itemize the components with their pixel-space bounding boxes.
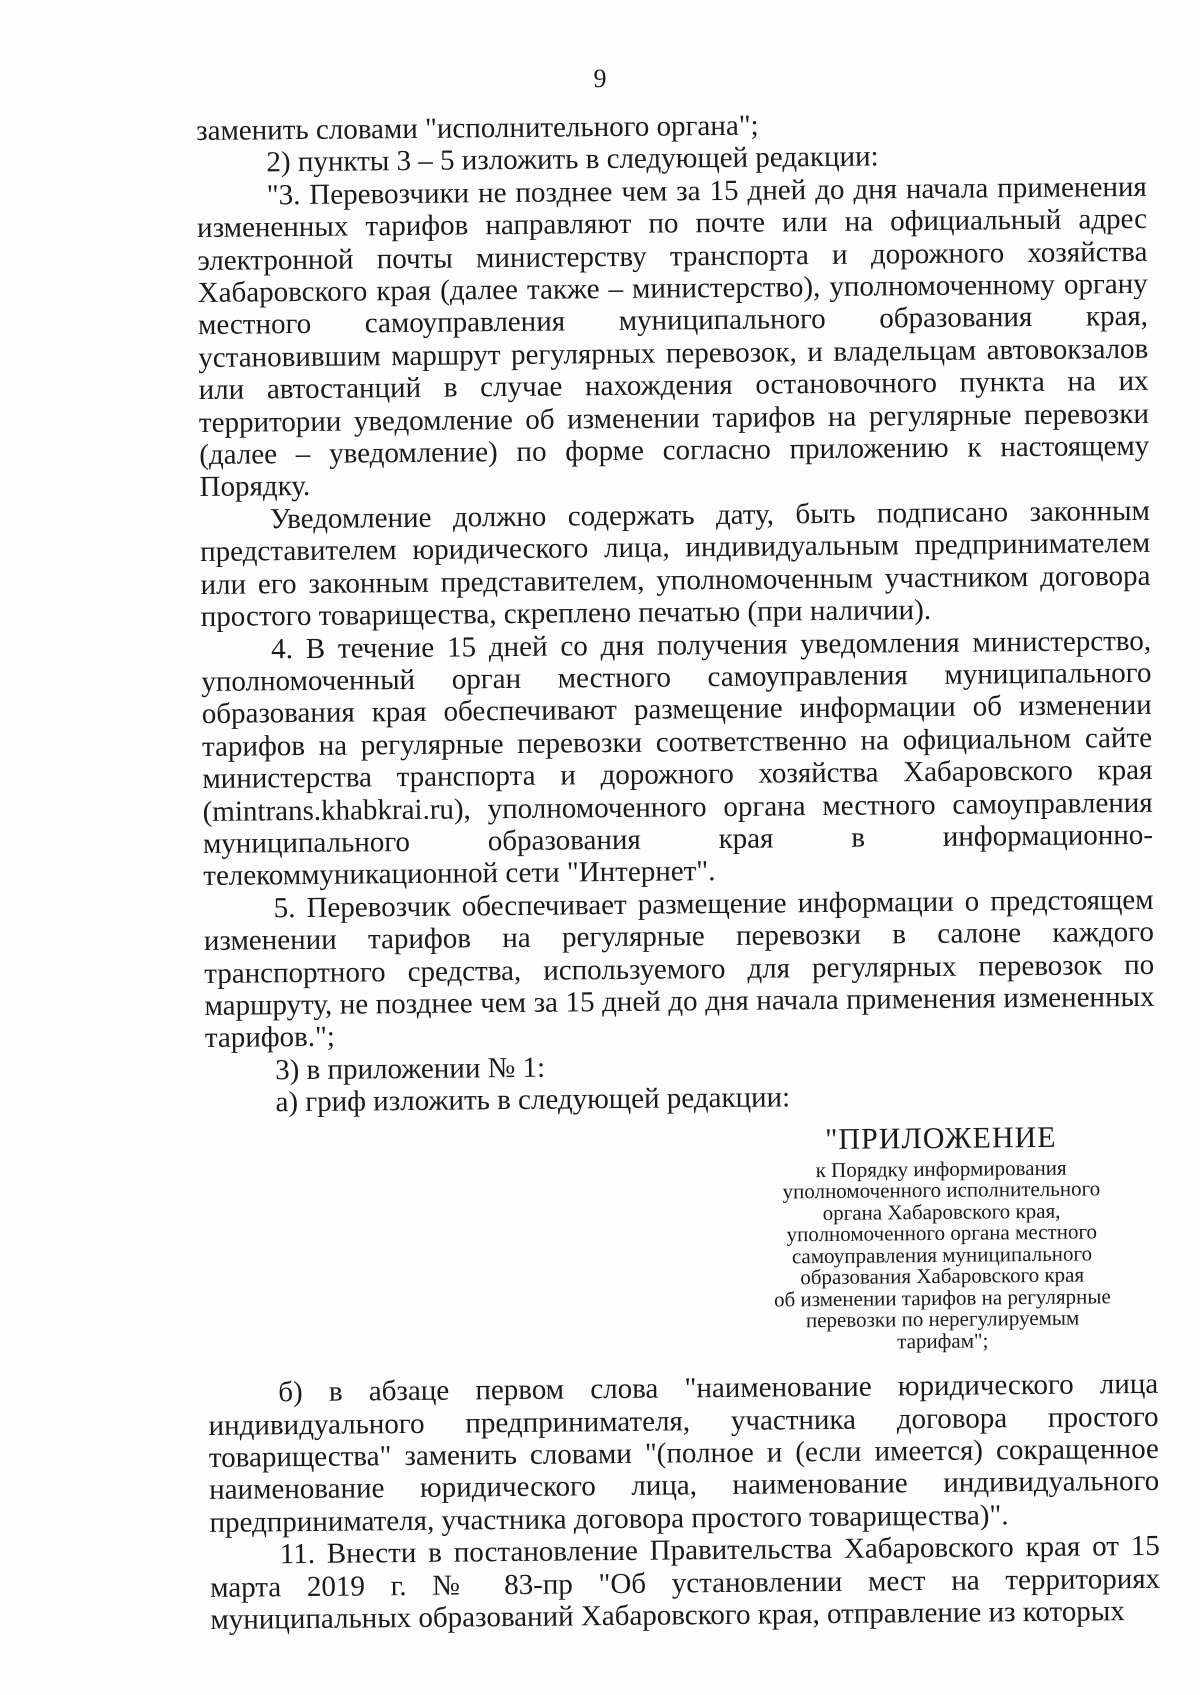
grif-line: перевозки по нерегулируемым	[805, 1305, 1080, 1333]
grif-body	[726, 1156, 1158, 1354]
paragraph-point-4: 4. В течение 15 дней со дня получения уведомления министерство, уполномоченный орган местного самоуправления муниципального образования края обеспечивают размещение информации об изменении тарифов на регулярные перевозки соответственно на официальном сайте министерства транспорта и дорожного хозяйства Хабаровского края (mintrans.khabkrai.ru), уполномоченного органа местного самоуправления муниципального образования края в информационно-телекоммуникационной сети "Интернет".	[201, 624, 1154, 893]
paragraph-point-11: 11. Внести в постановление Правительства Хабаровского края от 15 марта 2019 г. № 83-пр "Об установлении мест на территориях муниципальных образований Хабаровского края, отправление из которых	[209, 1529, 1161, 1636]
grif-line: образования Хабаровского края	[800, 1262, 1085, 1290]
paragraph-continuation: заменить словами "исполнительного органа";	[196, 109, 759, 147]
grif-line: уполномоченного исполнительного	[782, 1176, 1101, 1204]
paragraph-notification-requirements: Уведомление должно содержать дату, быть подписано законным представителем юридического лица, индивидуальным предпринимателем или его законным представителем, уполномоченным участником договора простого товарищества, скреплено печатью (при наличии).	[200, 494, 1151, 634]
grif-line: уполномоченного органа местного	[786, 1219, 1098, 1247]
grif-line: органа Хабаровского края,	[822, 1198, 1061, 1225]
grif-line: об изменении тарифов на регулярные	[773, 1283, 1111, 1312]
document-body	[196, 106, 1161, 1636]
paragraph-item-2: 2) пункты 3 – 5 изложить в следующей редакции:	[266, 140, 879, 179]
paragraph-point-5: 5. Перевозчик обеспечивает размещение информации о предстоящем изменении тарифов на регулярные перевозки в салоне каждого транспортного средства, используемого для регулярных перевозок по маршруту, не позднее чем за 15 дней до дня начала применения измененных тарифов.";	[203, 883, 1155, 1055]
page-number: 9	[593, 64, 607, 93]
grif-line: к Порядку информирования	[815, 1155, 1067, 1182]
appendix-grif	[206, 1118, 1158, 1359]
paragraph-point-3: "3. Перевозчики не позднее чем за 15 дней до дня начала применения измененных тарифов направляют по почте или на официальный адрес электронной почты министерству транспорта и дорожного хозяйства Хабаровского края (далее также – министерство), уполномоченному органу местного самоуправления муниципального образования края, установившим маршрут регулярных перевозок, и владельцам автовокзалов или автостанций в случае нахождения остановочного пункта на их территории уведомление об изменении тарифов на регулярные перевозки (далее – уведомление) по форме согласно приложению к настоящему Порядку.	[196, 170, 1150, 504]
grif-line: тарифам";	[897, 1328, 989, 1353]
grif-line: самоуправления муниципального	[791, 1241, 1093, 1268]
paragraph-subitem-b: б) в абзаце первом слова "наименование юридического лица индивидуального предпринимателя, участника договора простого товарищества" заменить словами "(полное и (если имеется) сокращенное наименование юридического лица, наименование индивидуального предпринимателя, участника договора простого товарищества)".	[208, 1367, 1160, 1539]
paragraph-subitem-a: а) гриф изложить в следующей редакции:	[275, 1081, 791, 1119]
grif-title: "ПРИЛОЖЕНИЕ	[824, 1120, 1057, 1156]
paragraph-item-3: 3) в приложении № 1:	[275, 1051, 546, 1087]
